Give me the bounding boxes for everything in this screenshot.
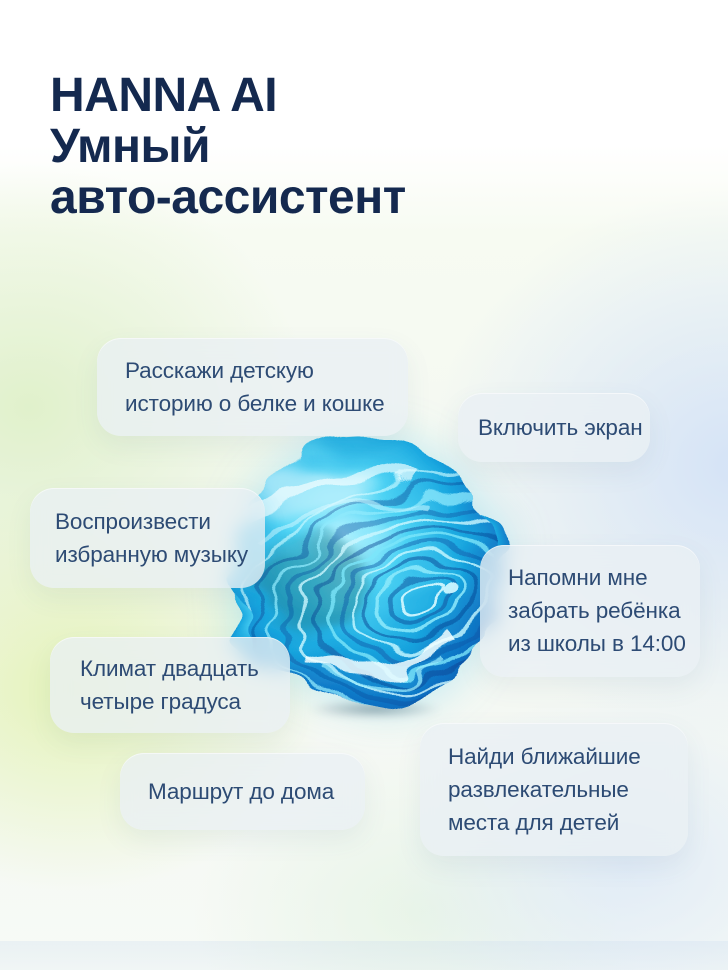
suggestion-text: Воспроизвести	[55, 509, 211, 534]
suggestion-text: избранную музыку	[55, 542, 248, 567]
suggestion-text: историю о белке и кошке	[125, 391, 385, 416]
suggestion-text: Включить экран	[478, 415, 643, 440]
suggestion-text: Расскажи детскую	[125, 358, 314, 383]
suggestion-text: из школы в 14:00	[508, 631, 686, 656]
suggestion-text: Маршрут до дома	[148, 779, 335, 804]
brand-name: HANNA AI	[50, 69, 278, 122]
suggestion-chip-play-music[interactable]	[30, 488, 265, 588]
page-title	[50, 70, 406, 223]
suggestion-text: четыре градуса	[80, 689, 241, 714]
suggestion-text: Напомни мне	[508, 565, 648, 590]
subtitle-line-2: авто-ассистент	[50, 171, 406, 224]
suggestion-chip-route-home[interactable]	[120, 753, 365, 830]
suggestion-text: места для детей	[448, 810, 620, 835]
suggestion-chip-climate[interactable]	[50, 637, 290, 733]
suggestion-text: Найди ближайшие	[448, 744, 641, 769]
suggestion-chip-find-places[interactable]	[420, 723, 688, 856]
suggestion-text: Климат двадцать	[80, 656, 259, 681]
suggestion-chip-turn-on-screen[interactable]	[458, 393, 650, 462]
suggestion-text: развлекательные	[448, 777, 629, 802]
subtitle-line-1: Умный	[50, 120, 210, 173]
suggestion-chip-remind-pickup[interactable]	[480, 545, 700, 677]
suggestion-chip-tell-story[interactable]	[97, 338, 408, 436]
bottom-gradient-band	[0, 941, 728, 970]
suggestion-text: забрать ребёнка	[508, 598, 681, 623]
